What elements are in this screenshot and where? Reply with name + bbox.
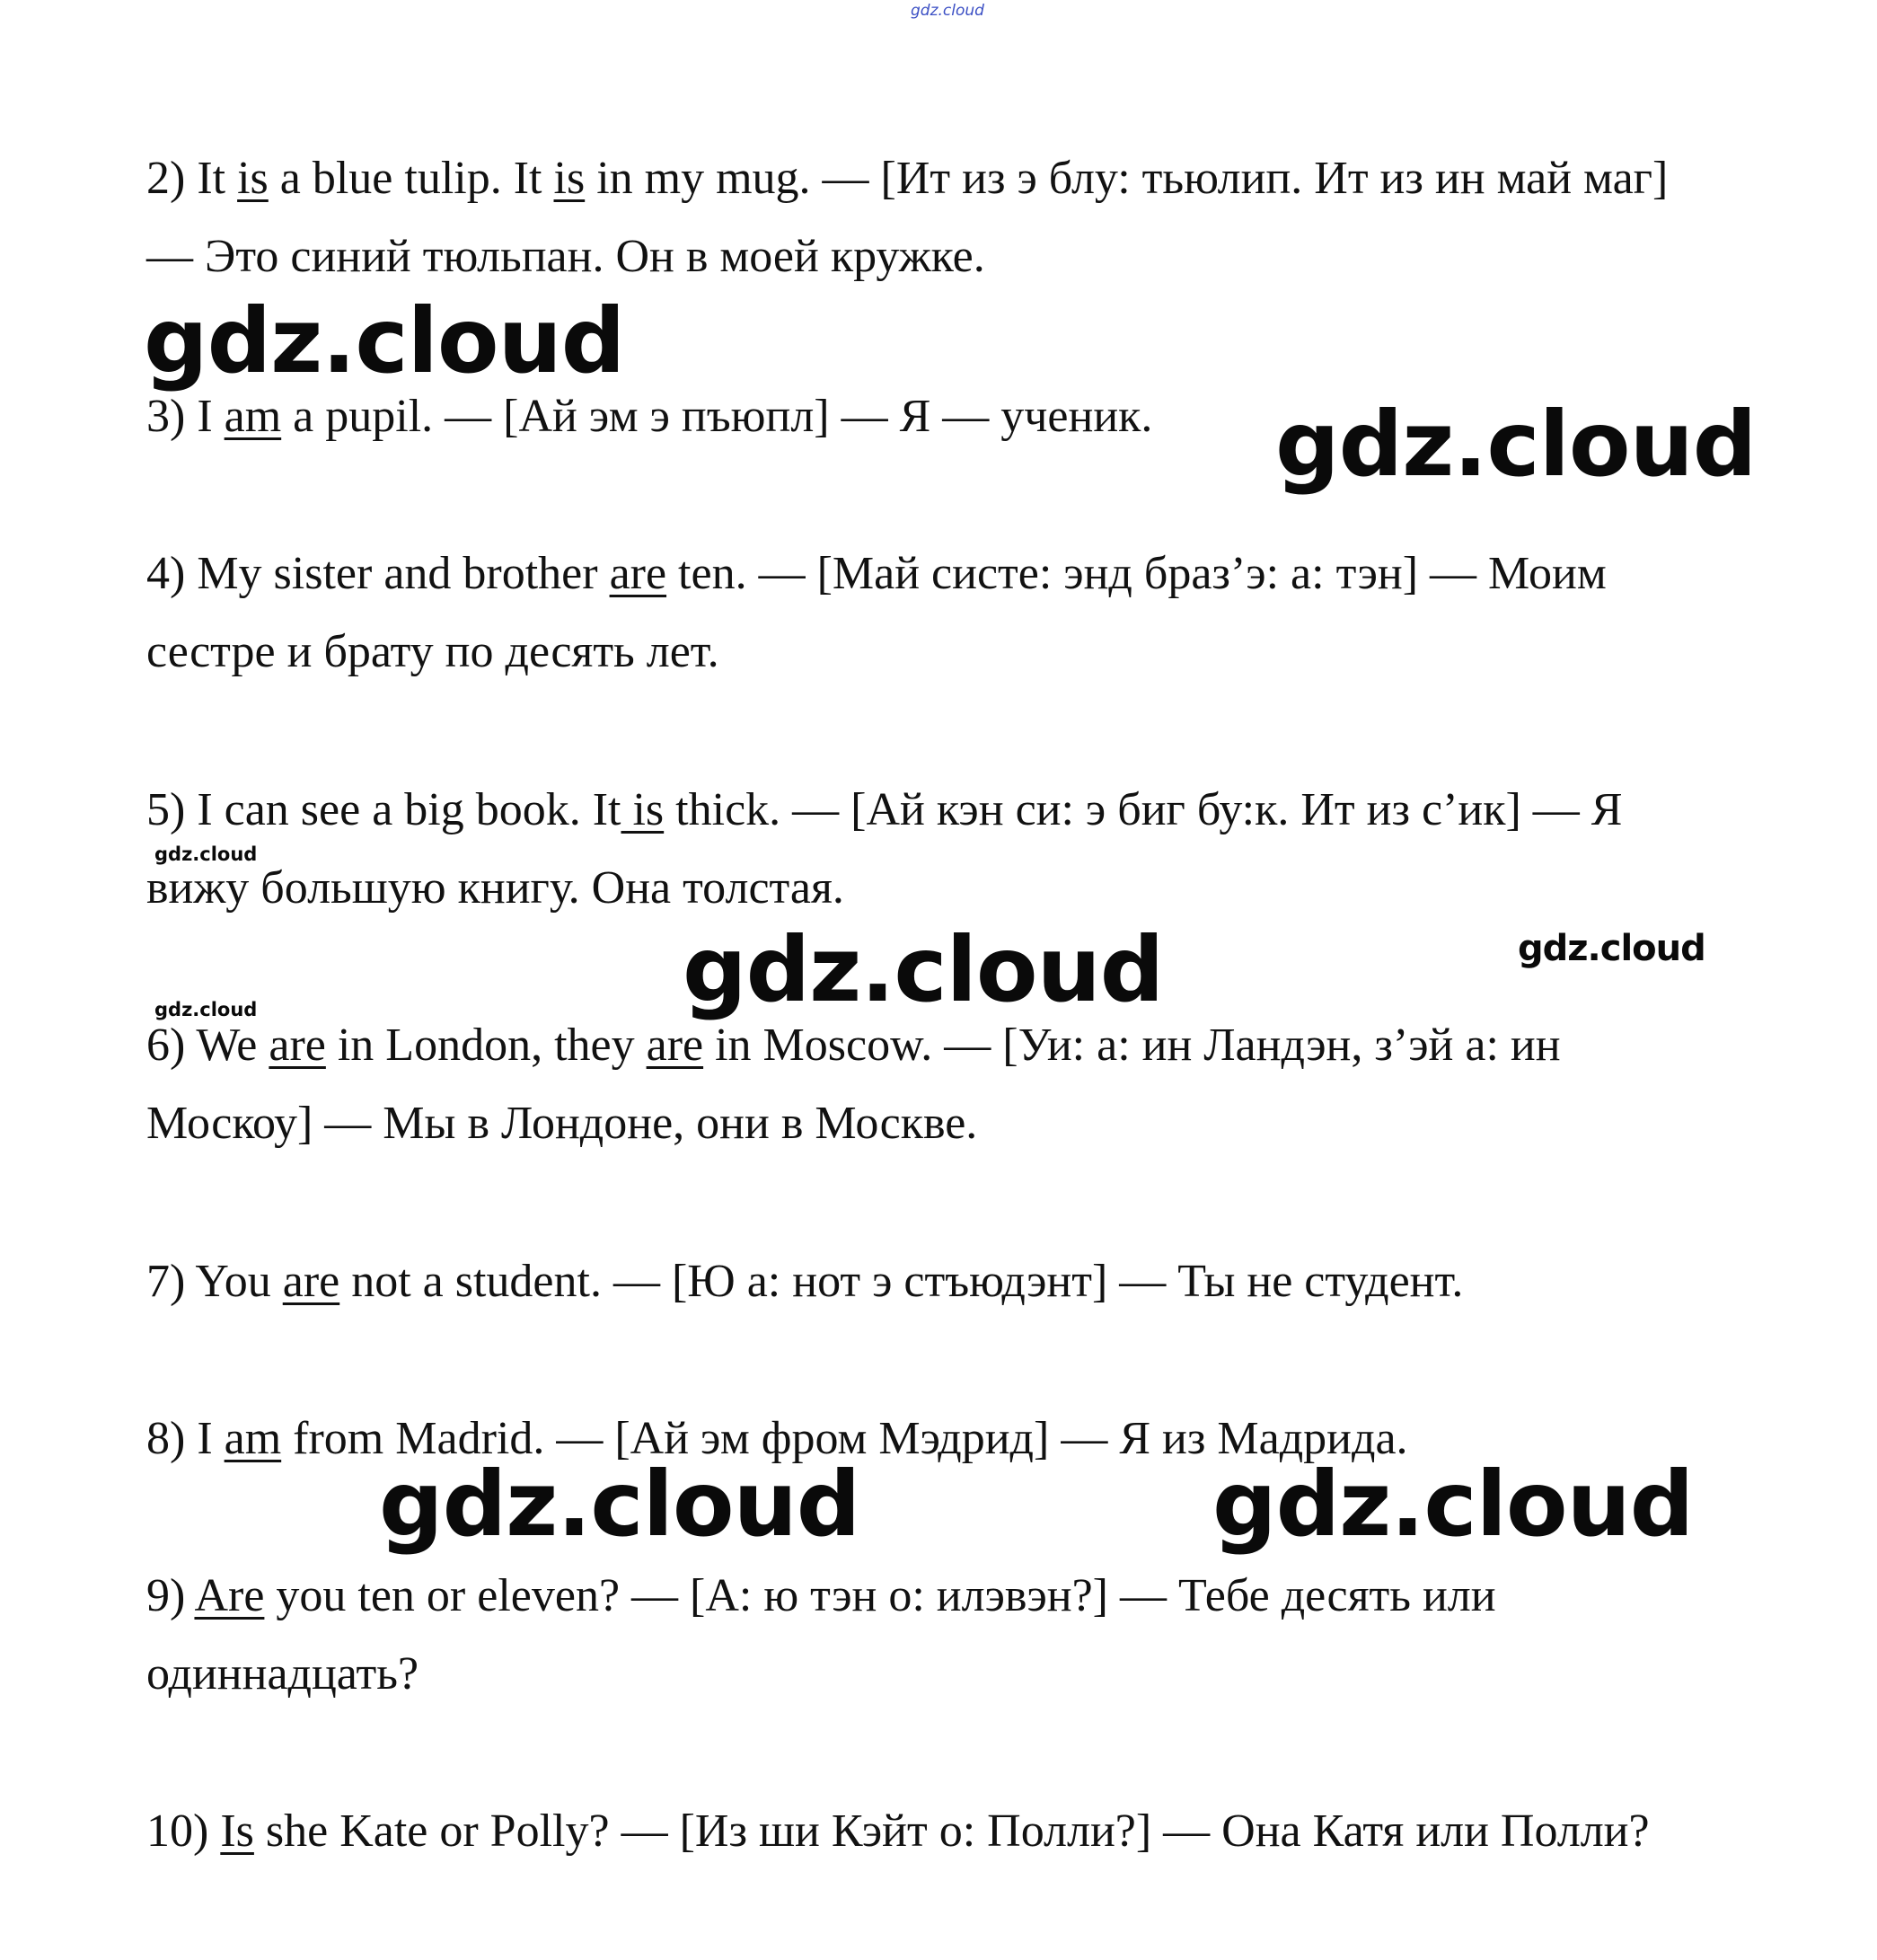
watermark-logo: gdz.cloud [154,999,258,1020]
verb-highlight: are [646,1020,704,1071]
entry-5 [146,771,1709,927]
entry-7 [146,1242,1709,1320]
watermark-logo: gdz.cloud [154,843,258,865]
entry-text: 9) [146,1570,195,1621]
entry-text: 2) It [146,153,238,204]
watermark-logo: gdz.cloud [1275,392,1757,497]
watermark-logo: gdz.cloud [683,917,1164,1022]
entry-text: she Kate or Polly? — [Из ши Кэйт о: Полли?] — Она Катя или Полли? [253,1805,1650,1857]
entry-text: 5) I can see a big book. It [146,784,621,835]
verb-highlight: Is [220,1805,254,1857]
verb-highlight: is [621,784,665,835]
watermark-logo: gdz.cloud [1212,1452,1694,1557]
entry-text: you ten or eleven? — [А: ю тэн о: илэвэн?] — Тебе десять или одиннадцать? [146,1570,1496,1700]
verb-highlight: am [224,1413,282,1464]
verb-highlight: am [224,391,282,442]
verb-highlight: Are [194,1570,265,1621]
entry-text: 3) I [146,391,225,442]
entry-text: 10) [146,1805,221,1857]
entry-text: a blue tulip. It [268,153,554,204]
entry-text: in my mug. — [Ит из э блу: тьюлип. Ит из ин май маг] — Это синий тюльпан. Он в моей кружке. [146,153,1669,282]
entry-text: not a student. — [Ю а: нот э стъюдэнт] — Ты не студент. [339,1256,1464,1307]
entry-4 [146,534,1709,691]
verb-highlight: is [553,153,586,204]
entry-9 [146,1557,1709,1713]
watermark-logo: gdz.cloud [144,288,625,393]
watermark-logo: gdz.cloud [379,1452,860,1557]
entry-6 [146,1006,1709,1162]
entry-text: thick. — [Ай кэн си: э биг бу:к. Ит из с’ик] — Я вижу большую книгу. Она толстая. [146,784,1623,914]
verb-highlight: is [237,153,269,204]
entry-text: in Moscow. — [Уи: а: ин Ландэн, з’эй а: ин Москоу] — Мы в Лондоне, они в Москве. [146,1020,1561,1149]
entry-2 [146,139,1709,296]
verb-highlight: are [609,548,667,599]
entry-text: 7) You [146,1256,283,1307]
entry-text: a pupil. — [Ай эм э пъюпл] — Я — ученик. [281,391,1153,442]
entry-10 [146,1792,1709,1870]
header-watermark: gdz.cloud [911,2,984,20]
watermark-logo: gdz.cloud [1518,928,1705,969]
entry-text: in London, they [325,1020,647,1071]
entry-text: 4) My sister and brother [146,548,610,599]
entry-text: ten. — [Май систе: энд браз’э: а: тэн] — Моим сестре и брату по десять лет. [146,548,1607,677]
verb-highlight: are [269,1020,326,1071]
verb-highlight: are [282,1256,340,1307]
entry-text: 6) We [146,1020,269,1071]
entry-text: from Madrid. — [Ай эм фром Мэдрид] — Я из Мадрида. [281,1413,1408,1464]
entry-text: 8) I [146,1413,225,1464]
